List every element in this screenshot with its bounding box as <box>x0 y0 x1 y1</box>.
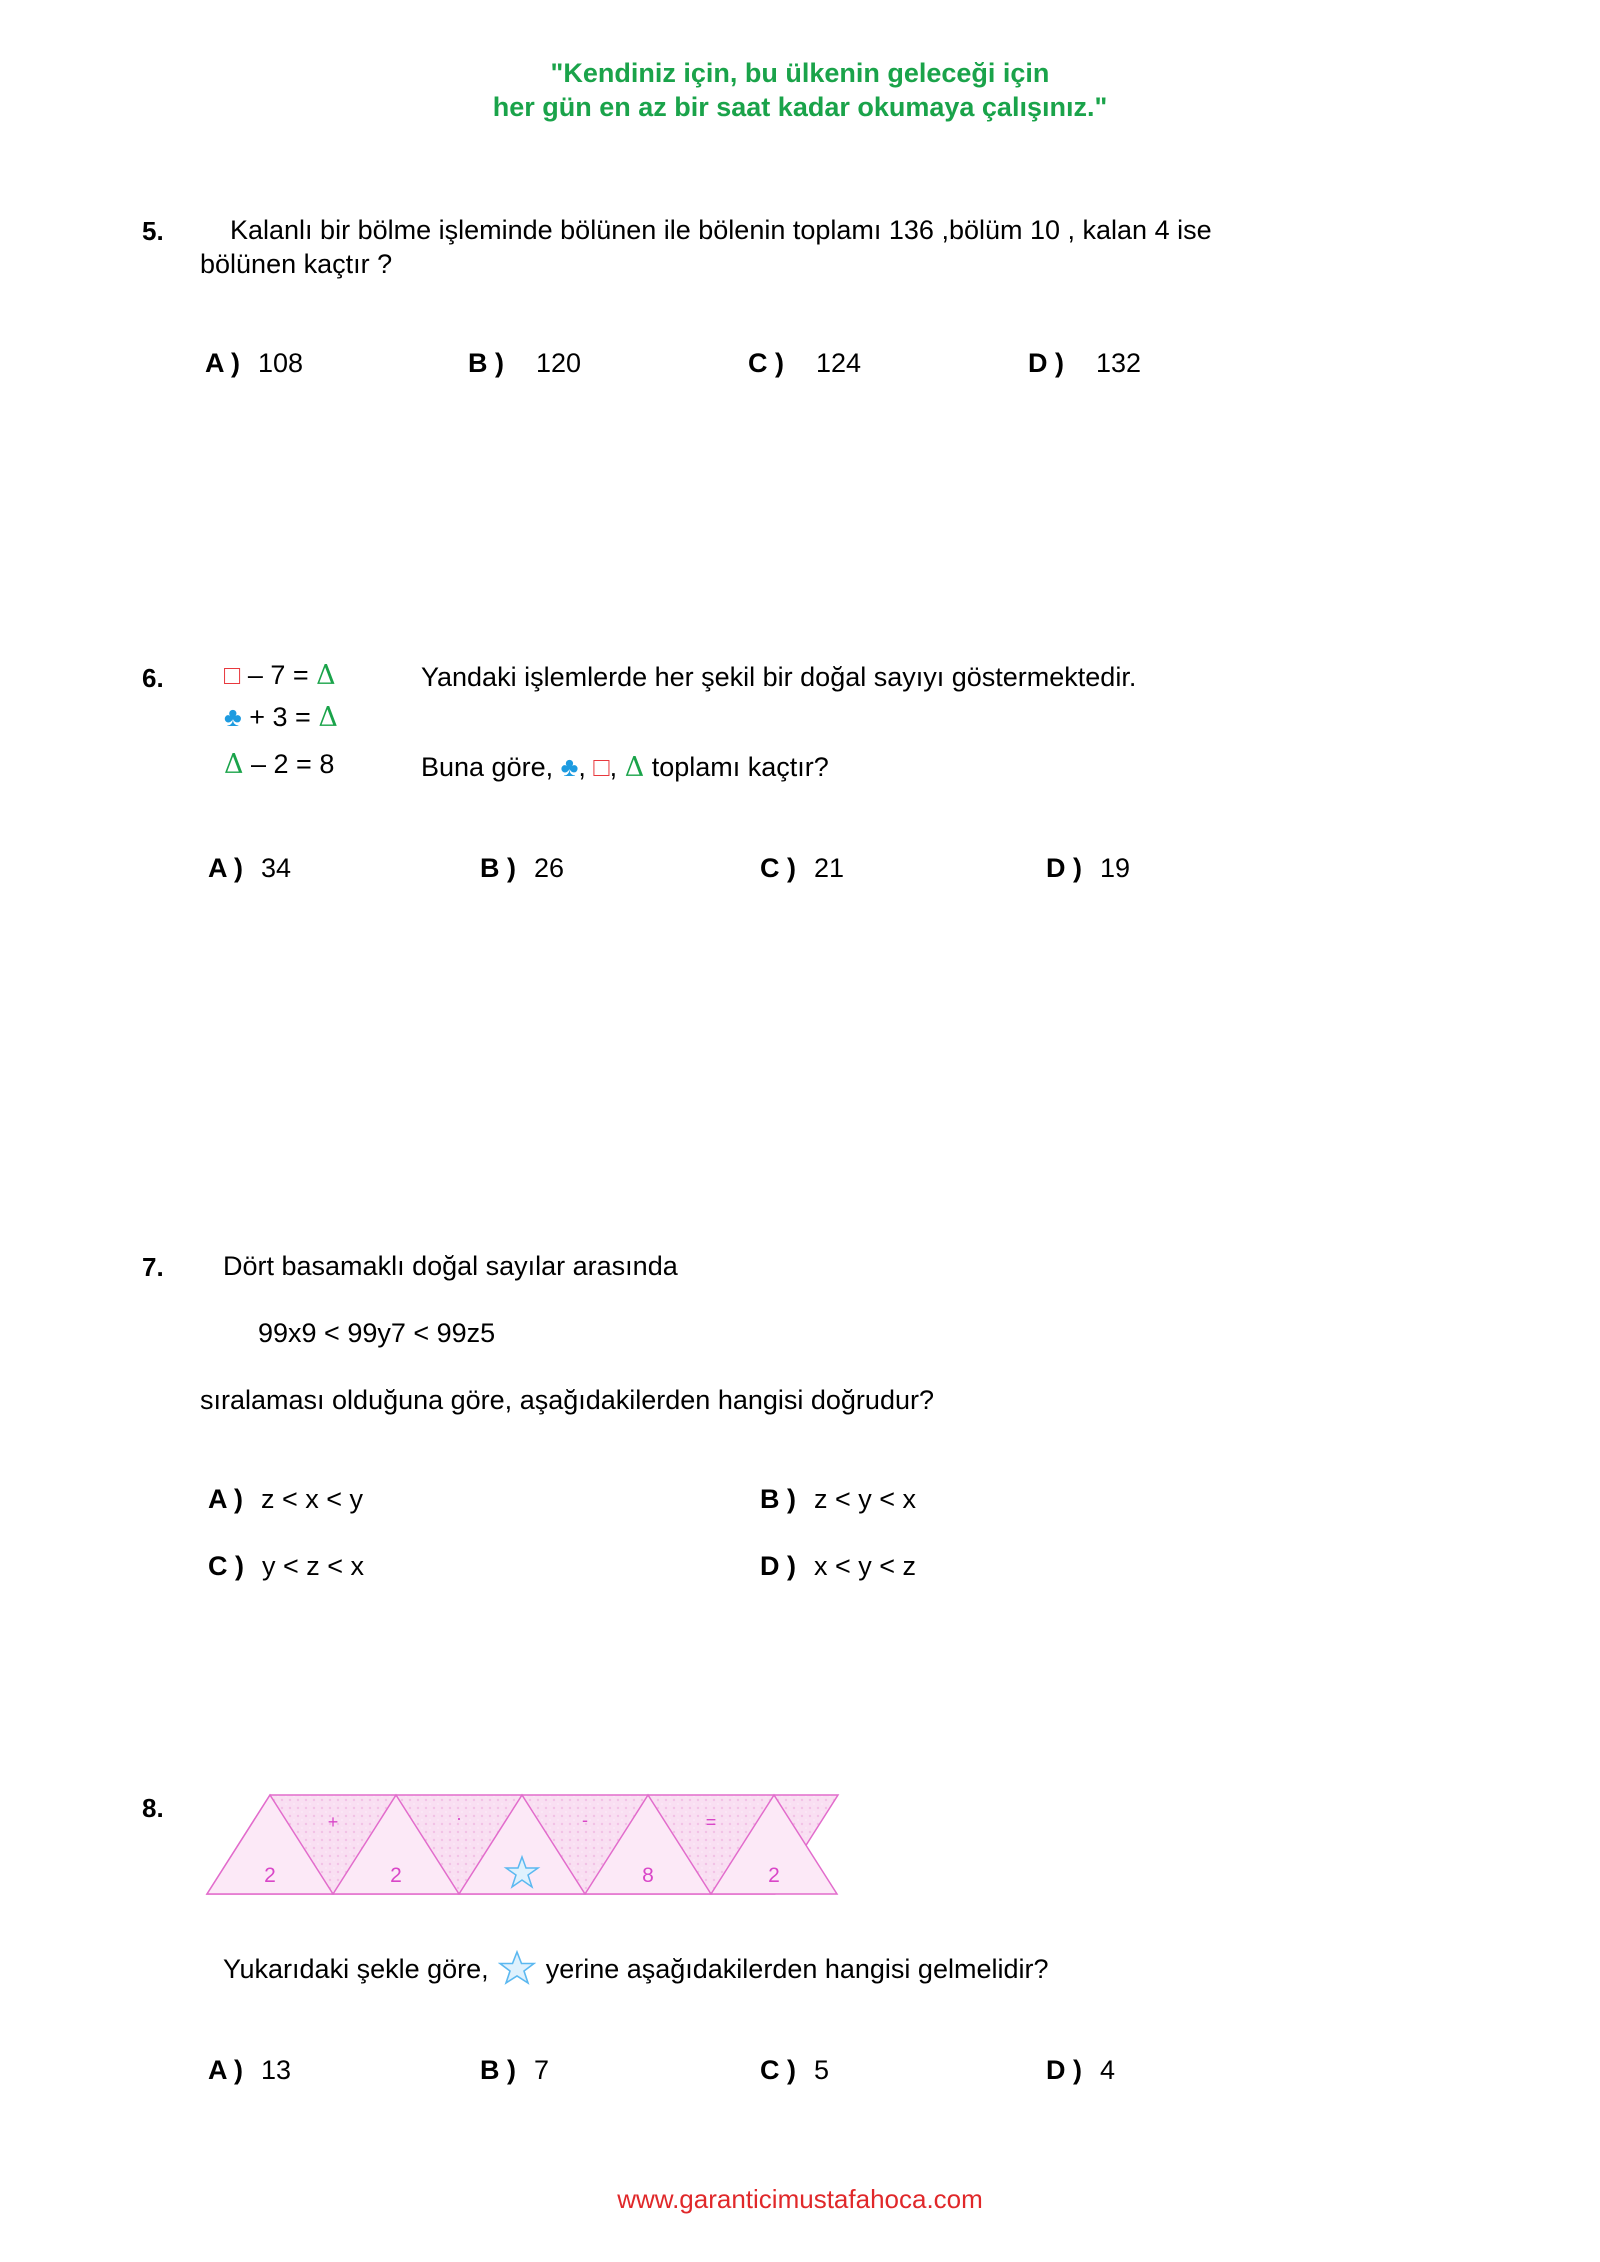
quote-line-2: her gün en az bir saat kadar okumaya çalışınız." <box>492 92 1108 122</box>
strip-label-2: 2 <box>390 1864 402 1887</box>
question-8-option-c[interactable]: C ) 5 <box>760 2055 830 2085</box>
triangle-icon: Δ <box>318 702 338 733</box>
question-8-text: Yukarıdaki şekle göre, yerine aşağıdakilerden hangisi gelmelidir? <box>223 1950 1048 1986</box>
strip-operator-4: = <box>705 1812 717 1832</box>
question-7-text-line-1: Dört basamaklı doğal sayılar arasında <box>223 1251 678 1281</box>
question-5-text-line-2: bölünen kaçtır ? <box>200 249 393 279</box>
equation-2: ♣ + 3 = Δ <box>224 702 338 733</box>
question-5-option-a[interactable]: A ) 108 <box>205 348 304 378</box>
strip-label-4: 8 <box>642 1864 654 1887</box>
question-6-option-a[interactable]: A ) 34 <box>208 853 292 883</box>
footer-url[interactable]: www.garanticimustafahoca.com <box>617 2184 983 2214</box>
question-7-option-b[interactable]: B ) z < y < x <box>760 1484 917 1514</box>
question-5-option-c[interactable]: C ) 124 <box>748 348 862 378</box>
question-8-option-a[interactable]: A ) 13 <box>208 2055 292 2085</box>
question-6-option-c[interactable]: C ) 21 <box>760 853 845 883</box>
equation-1: □ – 7 = Δ <box>224 660 336 691</box>
question-8-option-d[interactable]: D ) 4 <box>1046 2055 1116 2085</box>
club-icon: ♣ <box>560 752 579 782</box>
strip-label-5: 2 <box>768 1864 780 1887</box>
strip-operator-1: + <box>327 1812 339 1832</box>
quote-line-1: "Kendiniz için, bu ülkenin geleceği için <box>550 58 1050 88</box>
question-6-option-b[interactable]: B ) 26 <box>480 853 565 883</box>
question-5-number: 5. <box>142 216 164 246</box>
square-icon: □ <box>224 660 241 690</box>
question-7-option-d[interactable]: D ) x < y < z <box>760 1551 917 1581</box>
strip-label-1: 2 <box>264 1864 276 1887</box>
question-5-option-b[interactable]: B ) 120 <box>468 348 582 378</box>
club-icon: ♣ <box>224 702 242 732</box>
question-6-option-d[interactable]: D ) 19 <box>1046 853 1131 883</box>
triangle-icon: Δ <box>624 752 645 783</box>
strip-operator-2: · <box>456 1808 462 1828</box>
question-6-text-line-2: Buna göre, ♣, □, Δ toplamı kaçtır? <box>421 752 829 783</box>
triangle-strip <box>200 1790 850 1900</box>
triangle-icon: Δ <box>316 660 336 691</box>
question-8-number: 8. <box>142 1793 164 1823</box>
question-5-text-line-1: Kalanlı bir bölme işleminde bölünen ile bölenin toplamı 136 ,bölüm 10 , kalan 4 ise <box>230 215 1212 245</box>
question-7-text-line-3: sıralaması olduğuna göre, aşağıdakilerden hangisi doğrudur? <box>200 1385 934 1415</box>
question-7-option-c[interactable]: C ) y < z < x <box>208 1551 365 1581</box>
question-6-number: 6. <box>142 663 164 693</box>
question-8-option-b[interactable]: B ) 7 <box>480 2055 550 2085</box>
star-icon <box>498 1950 536 1986</box>
question-7-number: 7. <box>142 1252 164 1282</box>
square-icon: □ <box>593 752 610 782</box>
triangle-icon: Δ <box>224 749 244 780</box>
strip-operator-3: - <box>582 1810 588 1830</box>
question-6-text-line-1: Yandaki işlemlerde her şekil bir doğal sayıyı göstermektedir. <box>421 662 1137 692</box>
question-7-option-a[interactable]: A ) z < x < y <box>208 1484 364 1514</box>
question-5-option-d[interactable]: D ) 132 <box>1028 348 1142 378</box>
question-7-inequality: 99x9 < 99y7 < 99z5 <box>258 1318 496 1348</box>
equation-3: Δ – 2 = 8 <box>224 749 335 780</box>
